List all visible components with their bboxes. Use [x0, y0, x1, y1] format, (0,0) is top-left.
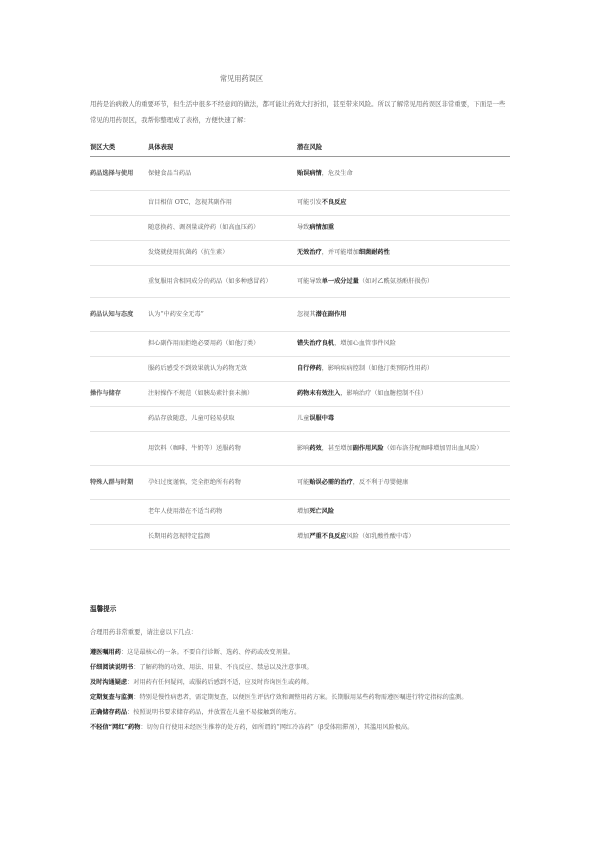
table-row — [90, 298, 510, 332]
table-row — [90, 432, 510, 466]
row-category — [90, 525, 148, 550]
row-risk — [297, 332, 510, 357]
tip-text: ：切勿自行使用未经医生推荐的处方药，如所谓的“网红冷冻药”（β受体阻滞剂），其滥用风险极高。 — [140, 724, 414, 731]
header-description: 具体表现 — [148, 136, 297, 157]
row-description: 保健食品当药品 — [148, 157, 297, 191]
risk-text: 增加 — [297, 533, 310, 541]
table-row — [90, 500, 510, 525]
risk-highlight: 无效治疗 — [297, 249, 322, 257]
risk-text: （如布洛芬配咖啡增加胃出血风险） — [383, 444, 483, 452]
table-row — [90, 525, 510, 550]
tip-text: ：对用药有任何疑问，或服药后感到不适，应及时咨询医生或药师。 — [127, 679, 313, 686]
row-description: 用饮料（咖啡、牛奶等）送服药物 — [148, 432, 297, 466]
risk-text: 风险（如乳酸性酸中毒） — [346, 533, 415, 541]
tip-text: ：特别是慢性病患者，需定期复查，以便医生评估疗效和调整用药方案。长期服用某些药物需遵医嘱进行特定指标的监测。 — [133, 694, 468, 701]
table-row — [90, 266, 510, 298]
table-row — [90, 382, 510, 407]
row-category — [90, 266, 148, 298]
risk-text: 导致 — [297, 224, 310, 232]
risk-highlight: 死亡风险 — [309, 508, 335, 516]
row-risk — [297, 466, 510, 500]
row-risk — [297, 382, 510, 407]
row-description: 孕妇过度谨慎，完全拒绝所有药物 — [148, 466, 297, 500]
row-risk — [297, 357, 510, 382]
tips-heading: 温馨提示 — [90, 605, 117, 613]
misconception-table — [90, 136, 510, 550]
row-description: 注射操作不规范（如胰岛素针套未摘） — [148, 382, 297, 407]
risk-text: 忽视其 — [297, 310, 316, 318]
tip-label: 遵医嘱用药 — [90, 649, 121, 656]
row-description: 药品存放随意，儿童可轻易获取 — [148, 407, 297, 432]
risk-highlight: 副作用风险 — [352, 444, 384, 452]
row-description: 重复服用含相同成分的药品（如多种感冒药） — [148, 266, 297, 298]
risk-text: ，甚至增加 — [321, 444, 353, 452]
tip-item — [90, 720, 510, 735]
risk-text: 可能 — [297, 478, 310, 486]
table-row — [90, 466, 510, 500]
tip-item — [90, 675, 510, 690]
tip-item — [90, 705, 510, 720]
row-risk — [297, 407, 510, 432]
table-row — [90, 332, 510, 357]
row-category — [90, 191, 148, 216]
tip-label: 正确储存药品 — [90, 709, 128, 716]
table-row — [90, 241, 510, 266]
risk-text: ，反不利于母婴健康 — [352, 478, 409, 486]
risk-highlight: 自行停药 — [297, 365, 322, 373]
intro-paragraph: 用药是治病救人的重要环节，但生活中很多不经意间的做法，都可能让药效大打折扣，甚至带来风险。所以了解常见用药误区非常重要，下面是一些常见的用药误区，我帮你整理成了表格，方便快速了解： — [90, 100, 506, 124]
tips-intro: 合理用药非常重要，请注意以下几点： — [90, 629, 198, 636]
tip-item — [90, 645, 510, 660]
table-row — [90, 216, 510, 241]
table-row — [90, 157, 510, 191]
risk-text: 儿童 — [297, 415, 310, 423]
row-risk — [297, 266, 510, 298]
risk-highlight: 药效 — [309, 444, 322, 452]
risk-highlight: 严重不良反应 — [309, 533, 347, 541]
risk-highlight: 药物未有效注入 — [297, 390, 341, 398]
risk-text: 可能导致 — [297, 277, 322, 285]
row-category — [90, 216, 148, 241]
table-row — [90, 191, 510, 216]
risk-text: （如对乙酰氨基酚肝损伤） — [358, 277, 434, 285]
row-risk — [297, 525, 510, 550]
row-description: 长期用药忽视特定监测 — [148, 525, 297, 550]
risk-highlight: 贻误必需的治疗 — [309, 478, 353, 486]
row-description: 盲目相信 OTC，忽视其副作用 — [148, 191, 297, 216]
tip-text: ：了解药物的功效、用法、用量、不良反应、禁忌以及注意事项。 — [133, 664, 313, 671]
row-category — [90, 500, 148, 525]
row-category — [90, 357, 148, 382]
row-category — [90, 407, 148, 432]
row-risk — [297, 157, 510, 191]
table-row — [90, 407, 510, 432]
row-category: 特殊人群与时期 — [90, 466, 148, 500]
risk-highlight: 单一成分过量 — [321, 277, 359, 285]
risk-text: 可能引发 — [297, 199, 322, 207]
header-category: 误区大类 — [90, 136, 148, 157]
risk-highlight: 误服中毒 — [309, 415, 335, 423]
row-risk — [297, 500, 510, 525]
row-description: 发烧就使用抗菌药（抗生素） — [148, 241, 297, 266]
row-category — [90, 332, 148, 357]
row-category: 药品选择与使用 — [90, 157, 148, 191]
table-header-row — [90, 136, 510, 157]
row-category — [90, 432, 148, 466]
risk-highlight: 潜在副作用 — [315, 310, 347, 318]
row-risk — [297, 241, 510, 266]
tips-list — [90, 645, 510, 735]
risk-text: 增加 — [297, 508, 310, 516]
row-risk — [297, 298, 510, 332]
row-risk — [297, 216, 510, 241]
table-body — [90, 157, 510, 550]
tip-item — [90, 660, 510, 675]
tip-label: 及时沟通疑虑 — [90, 679, 128, 686]
risk-text: 影响 — [297, 444, 310, 452]
risk-highlight: 细菌耐药性 — [358, 249, 390, 257]
row-category: 操作与储存 — [90, 382, 148, 407]
risk-highlight: 不良反应 — [321, 199, 347, 207]
tip-text: ：这是最核心的一条。不要自行诊断、选药、停药或改变剂量。 — [120, 649, 295, 656]
tip-text: ：按照说明书要求储存药品，并放置在儿童不易接触到的地方。 — [127, 709, 301, 716]
risk-highlight: 错失治疗良机 — [297, 340, 335, 348]
risk-text: ，增加心血管事件风险 — [334, 340, 396, 348]
risk-text: ，并可能增加 — [321, 249, 359, 257]
row-description: 随意换药、调剂量或停药（如高血压药） — [148, 216, 297, 241]
table-row — [90, 357, 510, 382]
risk-text: ，危及生命 — [321, 169, 353, 177]
tip-label: 仔细阅读说明书 — [90, 664, 134, 671]
row-category: 药品认知与态度 — [90, 298, 148, 332]
row-description: 认为“中药安全无毒” — [148, 298, 297, 332]
risk-text: ，影响治疗（如血糖控制不佳） — [340, 390, 427, 398]
document-title: 常见用药误区 — [219, 74, 264, 83]
row-risk — [297, 432, 510, 466]
header-risk: 潜在风险 — [297, 136, 510, 157]
row-description: 老年人使用潜在不适当药物 — [148, 500, 297, 525]
row-category — [90, 241, 148, 266]
tip-item — [90, 690, 510, 705]
row-description: 担心副作用而拒绝必要用药（如他汀类） — [148, 332, 297, 357]
risk-text: ，影响疾病控制（如他汀类预防性用药） — [321, 365, 434, 373]
tip-label: 定期复查与监测 — [90, 694, 134, 701]
tip-label: 不轻信“网红”药物 — [90, 724, 141, 731]
risk-highlight: 病情加重 — [309, 224, 335, 232]
row-risk — [297, 191, 510, 216]
risk-highlight: 贻误病情 — [297, 169, 322, 177]
row-description: 服药后感受不到效果就认为药物无效 — [148, 357, 297, 382]
